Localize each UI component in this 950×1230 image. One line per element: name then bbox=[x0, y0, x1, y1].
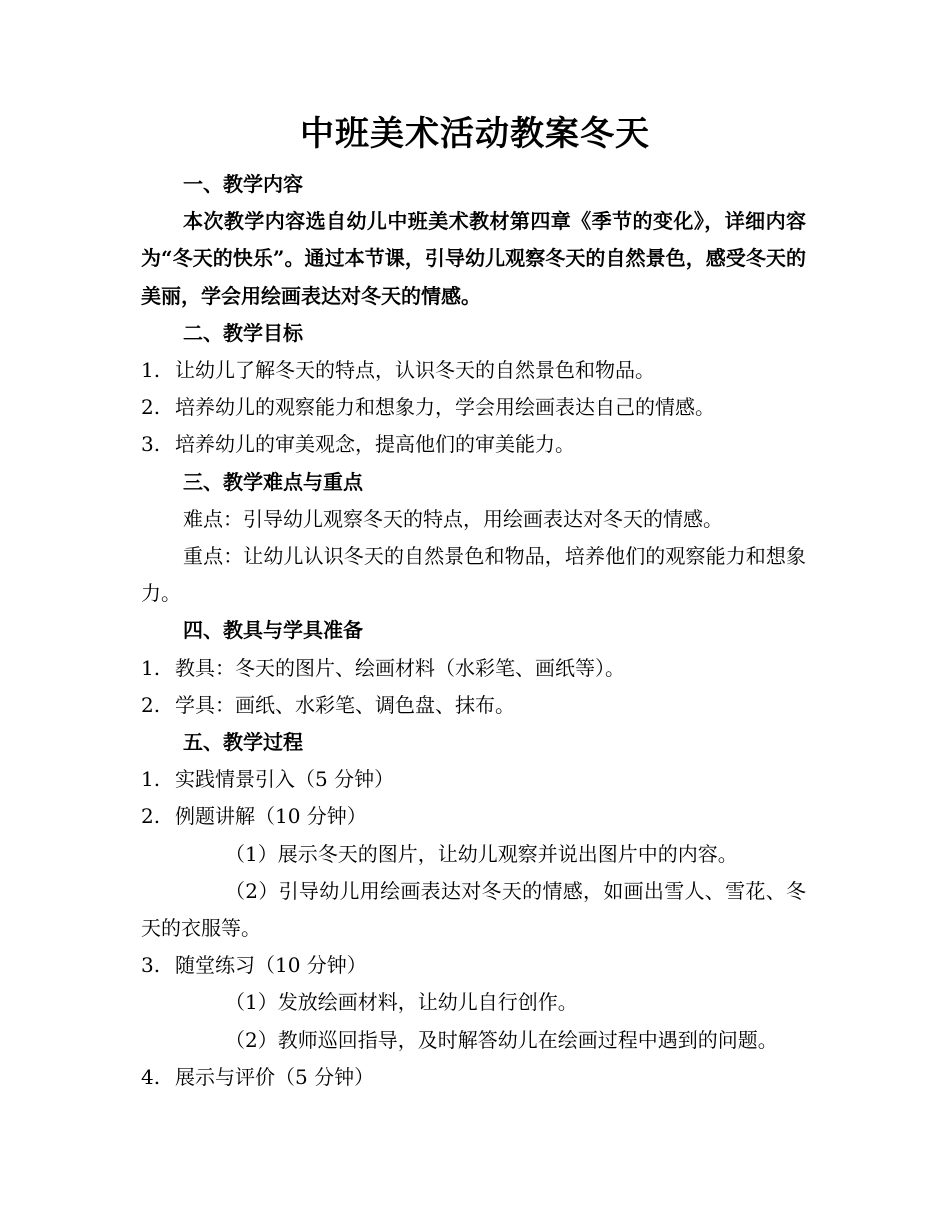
section-heading-content: 一、教学内容 bbox=[183, 172, 303, 196]
item-text: 教具：冬天的图片、绘画材料（水彩笔、画纸等）。 bbox=[175, 655, 625, 680]
item-text: 学具：画纸、水彩笔、调色盘、抹布。 bbox=[175, 692, 515, 717]
section-heading-key-points: 三、教学难点与重点 bbox=[183, 469, 363, 494]
item-number: 1. bbox=[141, 358, 161, 383]
section-heading-objectives: 二、教学目标 bbox=[183, 320, 303, 345]
process-step bbox=[141, 947, 806, 984]
item-number: 4. bbox=[141, 1064, 161, 1089]
item-text: 展示与评价（5 分钟） bbox=[175, 1064, 375, 1089]
item-text: 培养幼儿的审美观念，提高他们的审美能力。 bbox=[175, 432, 575, 457]
material-item bbox=[141, 650, 806, 687]
item-text: 实践情景引入（5 分钟） bbox=[175, 767, 395, 792]
process-step bbox=[141, 761, 806, 798]
item-number: 1. bbox=[141, 655, 161, 680]
item-text: 让幼儿了解冬天的特点，认识冬天的自然景色和物品。 bbox=[175, 358, 655, 383]
objective-item bbox=[141, 426, 806, 463]
document-body bbox=[141, 166, 806, 1096]
section-heading-process: 五、教学过程 bbox=[183, 730, 303, 755]
item-number: 2. bbox=[141, 395, 161, 420]
item-text: 例题讲解（10 分钟） bbox=[175, 804, 367, 829]
key-point-text: 重点：让幼儿认识冬天的自然景色和物品，培养他们的观察能力和想象力。 bbox=[141, 544, 806, 606]
item-text: 培养幼儿的观察能力和想象力，学会用绘画表达自己的情感。 bbox=[175, 395, 715, 420]
difficulty-text: 难点：引导幼儿观察冬天的特点，用绘画表达对冬天的情感。 bbox=[183, 506, 723, 531]
objective-item bbox=[141, 352, 806, 389]
process-step bbox=[141, 1059, 806, 1096]
process-substep: （1）发放绘画材料，让幼儿自行创作。 bbox=[225, 990, 578, 1015]
objective-item bbox=[141, 389, 806, 426]
item-number: 1. bbox=[141, 767, 161, 792]
process-substep: （1）展示冬天的图片，让幼儿观察并说出图片中的内容。 bbox=[225, 841, 738, 866]
process-substep: （2）教师巡回指导，及时解答幼儿在绘画过程中遇到的问题。 bbox=[225, 1027, 778, 1052]
document-title: 中班美术活动教案冬天 bbox=[300, 114, 650, 154]
item-number: 3. bbox=[141, 953, 161, 978]
section-content-text: 本次教学内容选自幼儿中班美术教材第四章《季节的变化》，详细内容为“冬天的快乐”。通过本节课，引导幼儿观察冬天的自然景色，感受冬天的美丽，学会用绘画表达对冬天的情感。 bbox=[141, 209, 806, 308]
item-number: 3. bbox=[141, 432, 161, 457]
item-text: 随堂练习（10 分钟） bbox=[175, 953, 367, 978]
material-item bbox=[141, 687, 806, 724]
section-heading-materials: 四、教具与学具准备 bbox=[183, 618, 363, 643]
item-number: 2. bbox=[141, 692, 161, 717]
process-substep: （2）引导幼儿用绘画表达对冬天的情感，如画出雪人、雪花、冬天的衣服等。 bbox=[141, 878, 806, 941]
item-number: 2. bbox=[141, 804, 161, 829]
process-step bbox=[141, 798, 806, 835]
